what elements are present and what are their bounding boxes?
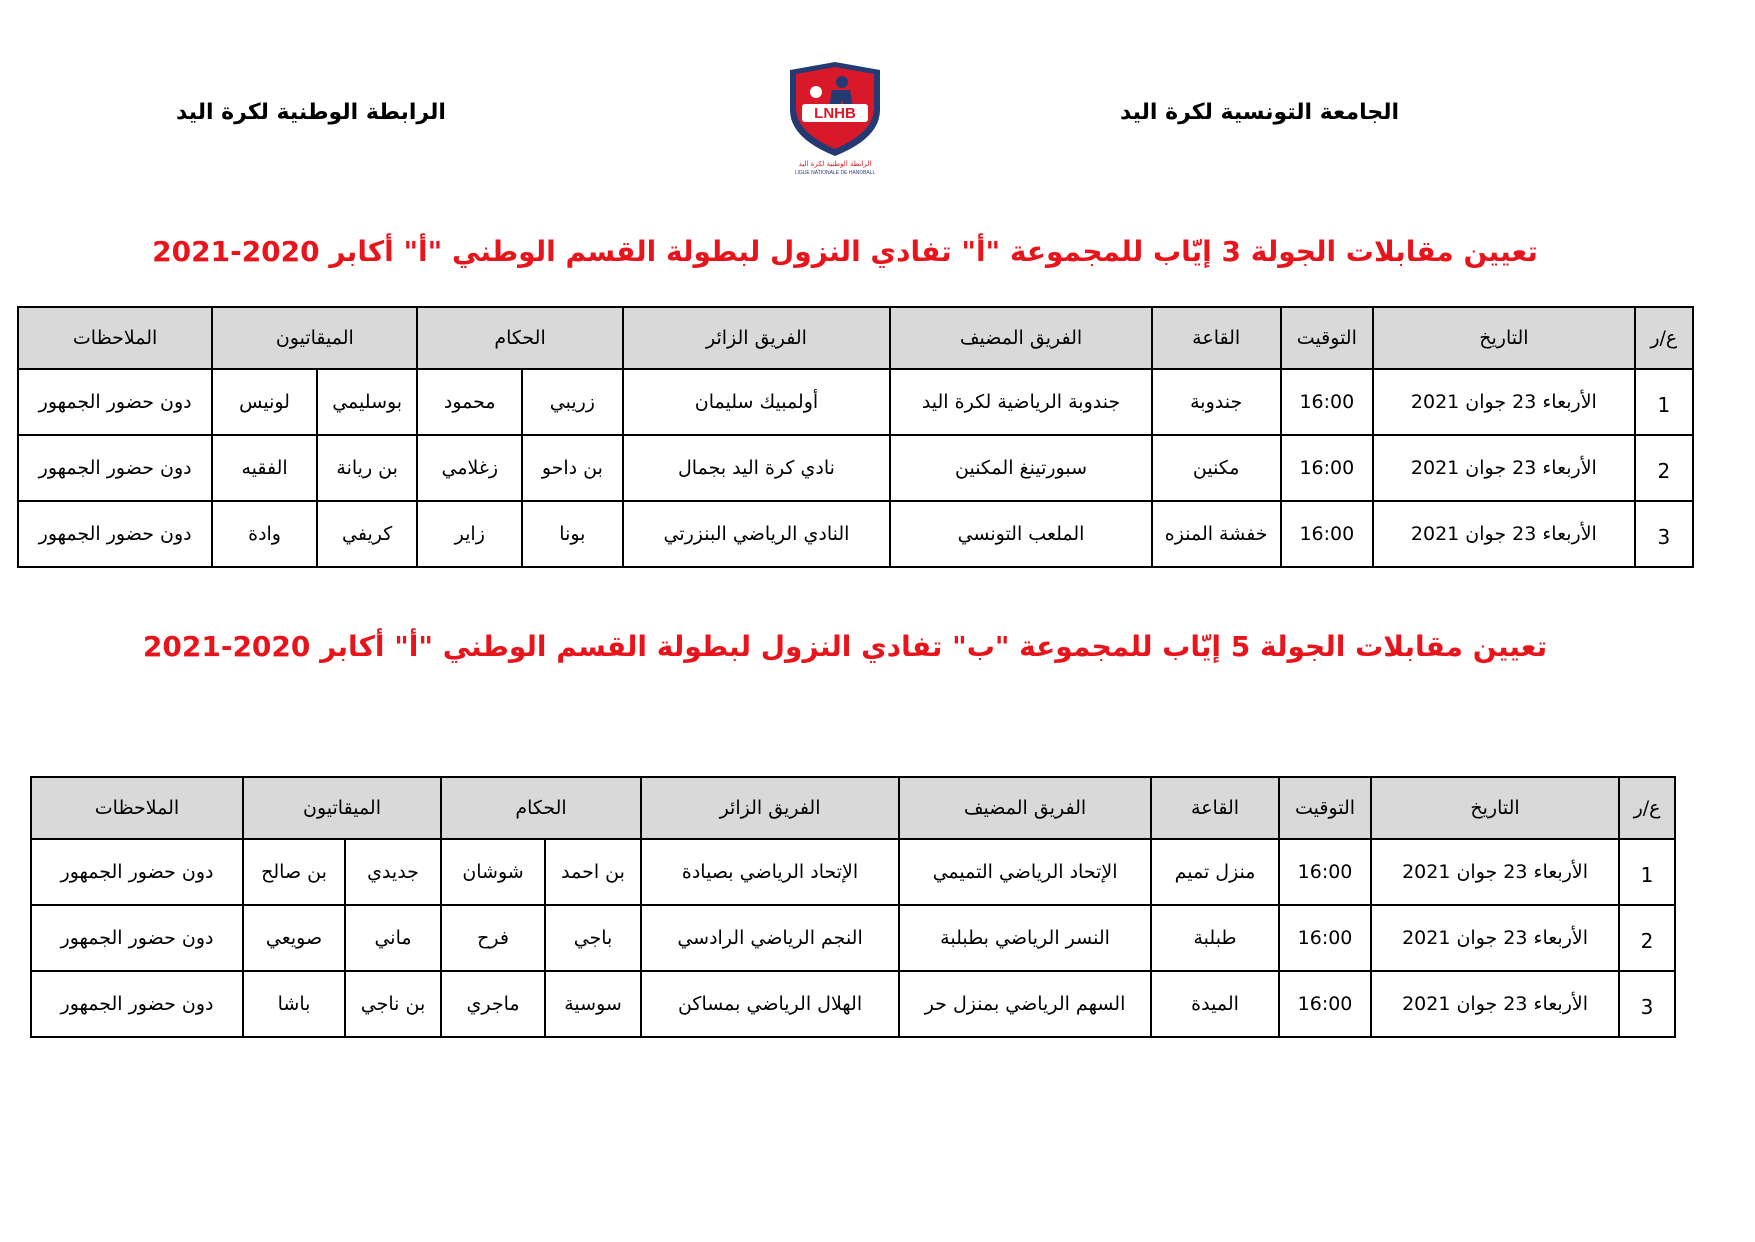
referee: بن داحو [522, 435, 623, 501]
schedule-table-2 [30, 776, 1676, 1038]
referee: زاير [417, 501, 522, 567]
col-header-num: ع/ر [1619, 777, 1675, 839]
away-team: أولمبيك سليمان [623, 369, 891, 435]
col-header-hall: القاعة [1152, 307, 1281, 369]
timekeeper: بن ناجي [345, 971, 441, 1037]
match-notes: دون حضور الجمهور [31, 839, 243, 905]
table-header-row [18, 307, 1693, 369]
referee: محمود [417, 369, 522, 435]
timekeeper: وادة [212, 501, 317, 567]
timekeeper: لونيس [212, 369, 317, 435]
home-team: الإتحاد الرياضي التميمي [899, 839, 1151, 905]
lnhb-logo [780, 56, 890, 176]
match-notes: دون حضور الجمهور [18, 369, 212, 435]
match-time: 16:00 [1279, 839, 1371, 905]
col-header-date: التاريخ [1373, 307, 1635, 369]
table-row [31, 905, 1675, 971]
col-header-away: الفريق الزائر [641, 777, 899, 839]
table-header-row [31, 777, 1675, 839]
referee: زريبي [522, 369, 623, 435]
referee: فرح [441, 905, 545, 971]
col-header-hall: القاعة [1151, 777, 1279, 839]
table-row [31, 971, 1675, 1037]
match-hall: مكنين [1152, 435, 1281, 501]
match-date: الأربعاء 23 جوان 2021 [1373, 369, 1635, 435]
match-date: الأربعاء 23 جوان 2021 [1371, 971, 1619, 1037]
col-header-home: الفريق المضيف [899, 777, 1151, 839]
home-team: النسر الرياضي بطبلبة [899, 905, 1151, 971]
timekeeper: بن صالح [243, 839, 345, 905]
referee: باجي [545, 905, 641, 971]
timekeeper: كريفي [317, 501, 418, 567]
col-header-notes: الملاحظات [18, 307, 212, 369]
match-time: 16:00 [1281, 435, 1374, 501]
col-header-time: التوقيت [1281, 307, 1374, 369]
match-notes: دون حضور الجمهور [18, 501, 212, 567]
timekeeper: ماني [345, 905, 441, 971]
referee: شوشان [441, 839, 545, 905]
svg-text:LIGUE NATIONALE DE HANDBALL: LIGUE NATIONALE DE HANDBALL [794, 170, 876, 176]
away-team: النادي الرياضي البنزرتي [623, 501, 891, 567]
match-number: 3 [1635, 501, 1693, 567]
match-hall: طبلبة [1151, 905, 1279, 971]
col-header-home: الفريق المضيف [890, 307, 1152, 369]
timekeeper: جديدي [345, 839, 441, 905]
referee: ماجري [441, 971, 545, 1037]
match-hall: خفشة المنزه [1152, 501, 1281, 567]
table-row [18, 435, 1693, 501]
timekeeper: باشا [243, 971, 345, 1037]
match-hall: منزل تميم [1151, 839, 1279, 905]
away-team: نادي كرة اليد بجمال [623, 435, 891, 501]
league-name: الرابطة الوطنية لكرة اليد [176, 100, 446, 125]
home-team: السهم الرياضي بمنزل حر [899, 971, 1151, 1037]
match-number: 2 [1635, 435, 1693, 501]
col-header-date: التاريخ [1371, 777, 1619, 839]
away-team: النجم الرياضي الرادسي [641, 905, 899, 971]
timekeeper: الفقيه [212, 435, 317, 501]
referee: زغلامي [417, 435, 522, 501]
match-notes: دون حضور الجمهور [31, 905, 243, 971]
match-time: 16:00 [1279, 905, 1371, 971]
match-notes: دون حضور الجمهور [31, 971, 243, 1037]
timekeeper: بوسليمي [317, 369, 418, 435]
match-hall: جندوبة [1152, 369, 1281, 435]
match-number: 2 [1619, 905, 1675, 971]
col-header-away: الفريق الزائر [623, 307, 891, 369]
col-header-time: التوقيت [1279, 777, 1371, 839]
away-team: الإتحاد الرياضي بصيادة [641, 839, 899, 905]
match-time: 16:00 [1279, 971, 1371, 1037]
match-time: 16:00 [1281, 369, 1374, 435]
home-team: الملعب التونسي [890, 501, 1152, 567]
section-1-title: تعيين مقابلات الجولة 3 إيّاب للمجموعة "أ" تفادي النزول لبطولة القسم الوطني "أ" أكابر 2020-2021 [152, 235, 1538, 268]
timekeeper: صويعي [243, 905, 345, 971]
table-row [18, 369, 1693, 435]
svg-text:LNHB: LNHB [814, 105, 856, 122]
section-2-title: تعيين مقابلات الجولة 5 إيّاب للمجموعة "ب" تفادي النزول لبطولة القسم الوطني "أ" أكابر 2020-2021 [142, 630, 1548, 663]
match-date: الأربعاء 23 جوان 2021 [1371, 839, 1619, 905]
match-date: الأربعاء 23 جوان 2021 [1373, 501, 1635, 567]
match-number: 1 [1619, 839, 1675, 905]
col-header-notes: الملاحظات [31, 777, 243, 839]
col-header-timekeepers: الميقاتيون [243, 777, 441, 839]
match-date: الأربعاء 23 جوان 2021 [1371, 905, 1619, 971]
schedule-table-1 [17, 306, 1694, 568]
federation-name: الجامعة التونسية لكرة اليد [1119, 100, 1399, 125]
timekeeper: بن ريانة [317, 435, 418, 501]
ball-icon [810, 86, 822, 98]
col-header-num: ع/ر [1635, 307, 1693, 369]
col-header-referees: الحكام [441, 777, 641, 839]
table-row [18, 501, 1693, 567]
col-header-timekeepers: الميقاتيون [212, 307, 417, 369]
referee: سوسية [545, 971, 641, 1037]
match-hall: الميدة [1151, 971, 1279, 1037]
svg-text:الرابطة الوطنية لكرة اليد: الرابطة الوطنية لكرة اليد [798, 160, 872, 168]
match-notes: دون حضور الجمهور [18, 435, 212, 501]
match-number: 3 [1619, 971, 1675, 1037]
match-date: الأربعاء 23 جوان 2021 [1373, 435, 1635, 501]
home-team: سبورتينغ المكنين [890, 435, 1152, 501]
away-team: الهلال الرياضي بمساكن [641, 971, 899, 1037]
table-row [31, 839, 1675, 905]
home-team: جندوبة الرياضية لكرة اليد [890, 369, 1152, 435]
match-time: 16:00 [1281, 501, 1374, 567]
referee: بن احمد [545, 839, 641, 905]
col-header-referees: الحكام [417, 307, 622, 369]
referee: بونا [522, 501, 623, 567]
match-number: 1 [1635, 369, 1693, 435]
player-head-icon [836, 76, 848, 88]
